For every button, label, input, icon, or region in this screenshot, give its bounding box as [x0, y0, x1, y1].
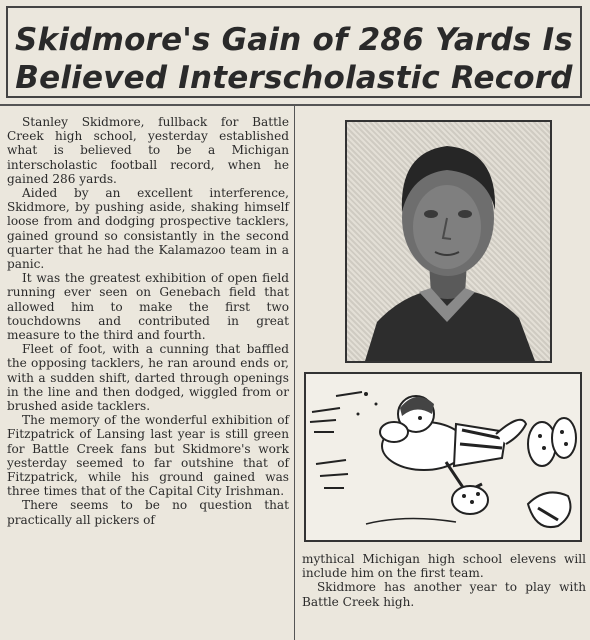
portrait-photo — [345, 120, 552, 363]
article-left-column — [7, 115, 289, 527]
headline-box — [6, 6, 582, 98]
paragraph-3: It was the greatest exhibition of open field running ever seen on Genebach field that allowed him to make the first two touchdowns and contributed in great measure to the third and fourth. — [7, 271, 289, 343]
closing-paragraph: Skidmore has another year to play with Battle Creek high. — [302, 580, 586, 609]
column-rule — [294, 106, 295, 640]
article-right-column — [302, 552, 586, 609]
headline-line-1: Skidmore's Gain of 286 Yards Is — [15, 22, 573, 58]
portrait-illustration — [347, 122, 550, 361]
paragraph-1: Stanley Skidmore, fullback for Battle Creek high school, yesterday established what is believed to be a Michigan interscholastic football record, when he gained 286 yards. — [7, 115, 289, 186]
paragraph-4: Fleet of foot, with a cunning that baffled the opposing tacklers, he ran around ends or, with a sudden shift, darted through openings in the line and then dodged, wiggled from or brushed aside tacklers. — [7, 342, 289, 414]
headline-line-2: Believed Interscholastic Record — [15, 60, 573, 96]
paragraph-2: Aided by an excellent interference, Skidmore, by pushing aside, shaking himself loose from and dodging prospective tacklers, gained ground so consistantly in the second quarter that he had the Kalamazoo team in a panic. — [7, 186, 289, 272]
cartoon-illustration — [304, 372, 582, 542]
continuation-paragraph: mythical Michigan high school elevens will include him on the first team. — [302, 552, 586, 581]
horizontal-rule — [0, 104, 590, 106]
paragraph-5: The memory of the wonderful exhibition of Fitzpatrick of Lansing last year is still green for Battle Creek fans but Skidmore's work yesterday seemed to far outshine that of Fitzpatrick, while his ground gained was three times that of the Capital City Irishman. — [7, 413, 289, 499]
football-player-cartoon — [306, 374, 580, 540]
paragraph-6: There seems to be no question that practically all pickers of — [7, 498, 289, 527]
